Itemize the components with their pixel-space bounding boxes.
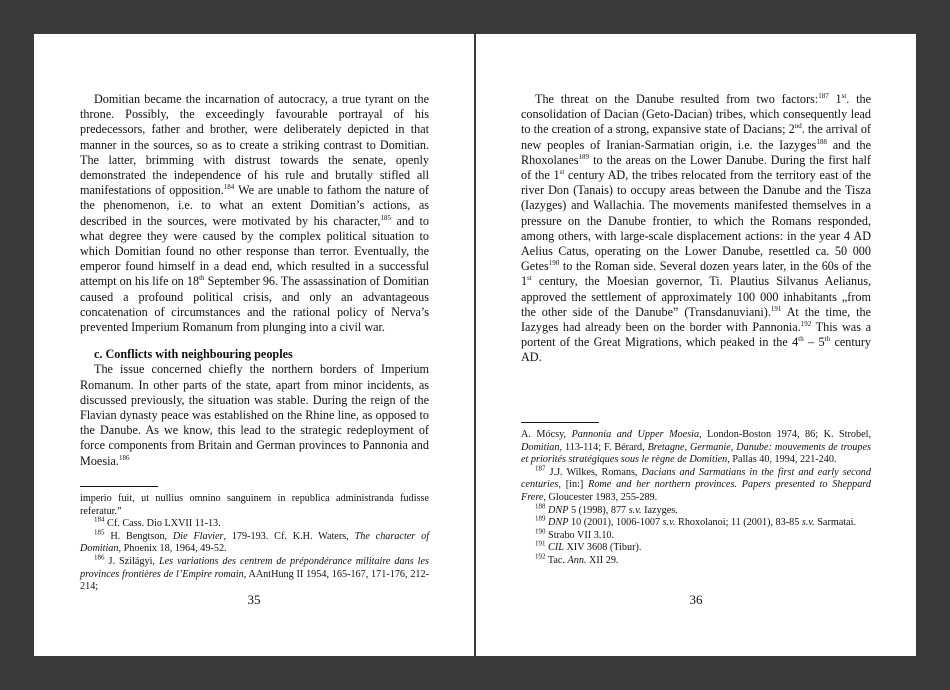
footnote-ref-187[interactable]: 187: [818, 91, 829, 100]
footnote-ref-185[interactable]: 185: [380, 213, 391, 222]
footnote-185: $^{185}$ H. Bengtson, Die Flavier, 179-193. Cf. K.H. Waters, The character of Domitian, Phoenix 18, 1964, 49-52.: [80, 528, 430, 555]
left-page: [34, 34, 474, 656]
footnote-191: $^{191}$ CIL XIV 3608 (Tibur).: [535, 539, 642, 554]
right-page: [476, 34, 916, 656]
page-number: 35: [247, 592, 261, 607]
footnote-ref-189[interactable]: 189: [578, 152, 590, 161]
footnote-ref-184[interactable]: 184: [223, 183, 235, 192]
footnote-rule: [521, 422, 599, 423]
paragraph-domitian: Domitian became the incarnation of autocracy, a true tyrant on the throne. Possibly, the exceedingly favourable portrayal of his predecessors, father and brother, were deliberately depicted in that manner in the sources, so as to create a striking contrast to Domitian. The latter, brimming with distrust towards the senate, openly demonstrated the independence of his rule and brutally stifled all manifestations of opposition.$^{184}$ We are unable to fathom the nature of the phenomenon, i.e. to what an extent Domitian’s actions, as described in the sources, were motivated by his character,$^{185}$ and to what degree they were caused by the complex political situation to which Domitian found no other response than terror. Eventually, the emperor found himself in a dead end, which resulted in a successful attempt on his life on 18th September 96. The assassination of Domitian caused a profound political crisis, and only an advantageous concatenation of circumstances and the rational policy of Nerva’s prevented Imperium Romanum from plunging into a civil war.: [80, 92, 429, 335]
footnote-192: $^{192}$ Tac. Ann. XII 29.: [535, 552, 619, 566]
footnote-continuation: imperio fuit, ut nullius omnino sanguinem in republica administranda fudisse referatur.”: [80, 493, 429, 517]
footnote-rule: [80, 486, 158, 487]
section-heading: c. Conflicts with neighbouring peoples: [94, 347, 293, 362]
footnote-186: $^{186}$ J. Szilágyi, Les variations des centrem de prépondérance militaire dans les provinces frontières de l’Empire romain, AAntHung II 1954, 165-167, 171-176, 212-214;: [80, 553, 429, 593]
paragraph-conflicts: The issue concerned chiefly the northern borders of Imperium Romanum. In other parts of the state, apart from minor incidents, as discussed previously, the situation was stable. During the reign of the Flavian dynasty peace was established on the Rhine line, as opposed to the Danube. As we know, this lead to the strategic redeployment of force components from Britain and German provinces to Pannonia and Moesia.$^{186}$: [80, 362, 429, 468]
footnote-190: $^{190}$ Strabo VII 3.10.: [535, 527, 615, 541]
footnote-188: $^{188}$ DNP 5 (1998), 877 s.v. Iazyges.: [535, 502, 678, 516]
footnote-184: $^{184}$ Cf. Cass. Dio LXVII 11-13.: [94, 515, 221, 530]
paragraph-danube: The threat on the Danube resulted from two factors:$^{187}$ 1st. the consolidation of Dacian (Geto-Dacian) tribes, which consequently lead to the creation of a strong, expansive state of Dacians; 2nd. the arrival of new peoples of Iranian-Sarmatian origin, i.e. the Iazyges$^{188}$ and the Rhoxolanes$^{189}$ to the areas on the Lower Danube. During the first half of the 1st century AD, the tribes relocated from the territory east of the river Don (Tanais) to occupy areas between the Danube and the Tisza (Iazyges) and Wallachia. The movements manifested themselves in a pressure on the Danube frontier, to which the Romans responded, among others, with large-scale displacement actions: in the year 4 AD Aelius Catus, operating on the Lower Danube, resettled ca. 50 000 Getes$^{190}$ to the Roman side. Several dozen years later, in the 60s of the 1st century, the Moesian governor, Ti. Plautius Silvanus Aelianus, approved the settlement of approximately 100 000 inhabitants „from the other side of the Danube” (Transdanuviani).$^{191}$ At the time, the Iazyges had already been on the border with Pannonia.$^{192}$ This was a portent of the Great Migrations, which peaked in the 4th – 5th century AD.: [521, 91, 872, 365]
page-number: 36: [689, 592, 703, 607]
footnote-ref-191[interactable]: 191: [770, 304, 782, 313]
footnote-ref-188[interactable]: 188: [816, 137, 827, 146]
footnote-ref-190[interactable]: 190: [548, 259, 560, 268]
footnote-189: $^{189}$ DNP 10 (2001), 1006-1007 s.v. Rhoxolanoi; 11 (2001), 83-85 s.v. Sarmatai.: [535, 514, 857, 529]
footnote-ref-192[interactable]: 192: [800, 319, 812, 328]
right-footnotes: [521, 422, 871, 568]
left-body-text: [80, 92, 429, 469]
footnote-187: $^{187}$ J.J. Wilkes, Romans, Dacians and Sarmatians in the first and early second centuries, [in:] Rome and her northern provinces. Papers presented to Sheppard Frere, Gloucester 1983, 255-289.: [521, 464, 871, 503]
right-body-text: [521, 92, 871, 366]
footnote-ref-186[interactable]: 186: [118, 453, 130, 462]
left-footnotes: [80, 486, 429, 594]
footnote-continuation: A. Mócsy, Pannonia and Upper Moesia, London-Boston 1974, 86; K. Strobel, Domitian, 113-114; F. Bérard, Bretagne, Germanie, Danube: mouvements de troupes et priorités stratégiques sous le règne de Domitien, Pallas 40, 1994, 221-240.: [521, 429, 871, 466]
